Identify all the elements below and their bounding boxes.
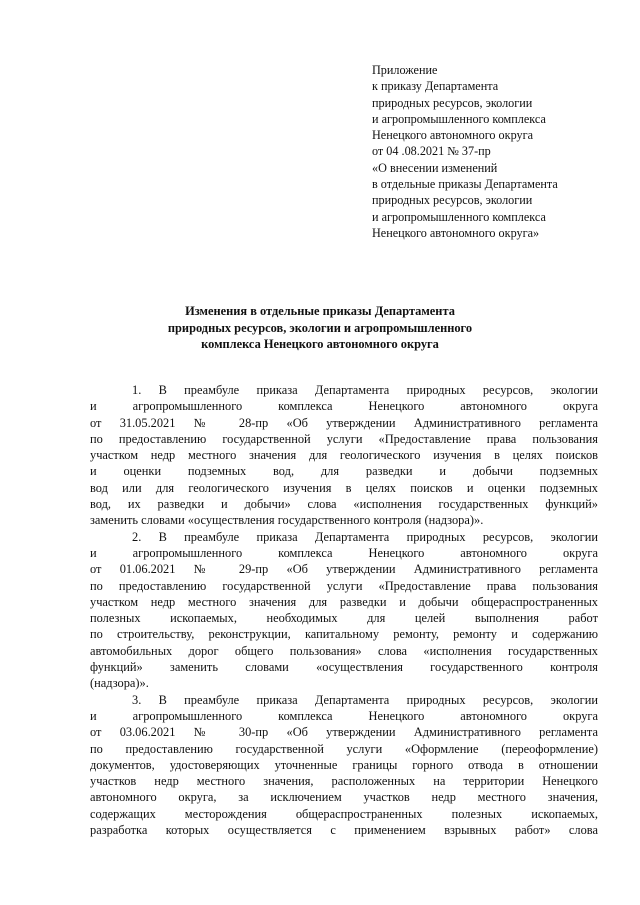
paragraph-2 xyxy=(90,529,598,692)
paragraph-3 xyxy=(90,692,598,839)
text-line: автомобильных дорог общего пользования» слова «исполнения государственных xyxy=(90,643,598,658)
text-line: и оценки подземных вод, для разведки и добычи подземных xyxy=(90,464,598,479)
text-line: участков недр местного значения, расположенных на территории Ненецкого xyxy=(90,774,598,789)
appendix-line: природных ресурсов, экологии xyxy=(372,95,533,110)
title-line: природных ресурсов, экологии и агропромышленного xyxy=(167,320,473,335)
title-line: комплекса Ненецкого автономного округа xyxy=(201,337,439,351)
text-line: от 03.06.2021 № 30-пр «Об утверждении Административного регламента xyxy=(90,725,598,740)
text-line: полезных ископаемых, необходимых для целей выполнения работ xyxy=(90,611,598,626)
text-line: вод, их разведки и добычи» слова «исполнения государственных функций» xyxy=(90,497,598,512)
text-line: автономного округа, за исключением участков недр местного значения, xyxy=(90,790,598,805)
appendix-line: в отдельные приказы Департамента xyxy=(372,177,558,192)
text-line: от 01.06.2021 № 29-пр «Об утверждении Административного регламента xyxy=(90,562,598,577)
appendix-line: к приказу Департамента xyxy=(372,79,499,94)
text-line: 3. В преамбуле приказа Департамента природных ресурсов, экологии xyxy=(132,692,598,707)
text-line: (надзора)». xyxy=(90,676,149,691)
appendix-line: от 04 .08.2021 № 37-пр xyxy=(372,144,491,159)
text-line: документов, удостоверяющих уточненные границы горного отвода в отношении xyxy=(90,757,598,772)
appendix-line: Приложение xyxy=(372,63,438,77)
appendix-line: и агропромышленного комплекса xyxy=(372,209,546,224)
text-line: и агропромышленного комплекса Ненецкого автономного округа xyxy=(90,399,598,414)
paragraph-1 xyxy=(90,382,598,529)
text-line: по предоставлению государственной услуги «Оформление (переоформление) xyxy=(90,741,598,756)
text-line: по предоставлению государственной услуги «Предоставление права пользования xyxy=(90,578,598,593)
document-title xyxy=(100,303,540,353)
text-line: содержащих месторождения общераспространенных полезных ископаемых, xyxy=(90,806,598,821)
appendix-header xyxy=(372,62,622,241)
appendix-line: природных ресурсов, экологии xyxy=(372,193,533,208)
text-line: 1. В преамбуле приказа Департамента природных ресурсов, экологии xyxy=(132,383,598,397)
text-line: вод или для геологического изучения в целях поисков и оценки подземных xyxy=(90,480,598,495)
appendix-line: Ненецкого автономного округа» xyxy=(372,225,540,240)
text-line: участком недр местного значения для геологического изучения в целях поисков xyxy=(90,448,598,463)
text-line: 2. В преамбуле приказа Департамента природных ресурсов, экологии xyxy=(132,529,598,544)
text-line: по предоставлению государственной услуги «Предоставление права пользования xyxy=(90,431,598,446)
appendix-line: и агропромышленного комплекса xyxy=(372,111,546,126)
text-line: участком недр местного значения для разведки и добычи общераспространенных xyxy=(90,594,598,609)
text-line: разработка которых осуществляется с применением взрывных работ» слова xyxy=(90,823,598,838)
text-line: по строительству, реконструкции, капитальному ремонту, ремонту и содержанию xyxy=(90,627,598,642)
text-line: функций» заменить словами «осуществления государственного контроля xyxy=(90,660,598,675)
appendix-line: «О внесении изменений xyxy=(372,160,498,175)
appendix-line: Ненецкого автономного округа xyxy=(372,128,534,143)
title-line: Изменения в отдельные приказы Департамента xyxy=(185,304,455,318)
text-line: от 31.05.2021 № 28-пр «Об утверждении Административного регламента xyxy=(90,415,598,430)
document-body xyxy=(90,382,598,838)
text-line: заменить словами «осуществления государственного контроля (надзора)». xyxy=(90,513,484,528)
text-line: и агропромышленного комплекса Ненецкого автономного округа xyxy=(90,708,598,723)
text-line: и агропромышленного комплекса Ненецкого автономного округа xyxy=(90,545,598,560)
